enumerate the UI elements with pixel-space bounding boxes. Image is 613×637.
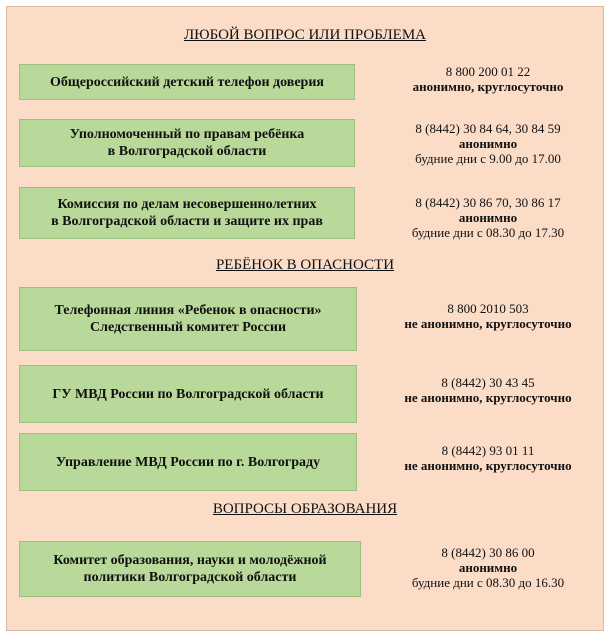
- phone-number: 8 (8442) 30 84 64, 30 84 59: [415, 121, 561, 136]
- org-box: [19, 287, 357, 351]
- org-name-line: Комиссия по делам несовершеннолетних: [57, 197, 317, 212]
- phone-number: 8 800 2010 503: [447, 301, 529, 316]
- org-name-line: в Волгоградской области: [107, 144, 267, 159]
- contact-info: [377, 375, 599, 405]
- contact-info: [377, 545, 599, 590]
- org-name: Общероссийский детский телефон доверия: [50, 74, 324, 90]
- org-box: [19, 64, 355, 100]
- org-box: [19, 541, 361, 597]
- phone-number: 8 (8442) 93 01 11: [441, 443, 535, 458]
- contact-info: [377, 64, 599, 94]
- contact-info: [377, 443, 599, 473]
- section-title-child-in-danger: РЕБЁНОК В ОПАСНОСТИ: [215, 257, 395, 273]
- phone-number: 8 (8442) 30 86 70, 30 86 17: [415, 195, 561, 210]
- anonymity: анонимно: [458, 136, 518, 151]
- anonymity: анонимно: [458, 560, 518, 575]
- section-title-any-question: ЛЮБОЙ ВОПРОС ИЛИ ПРОБЛЕМА: [183, 27, 426, 43]
- org-name: ГУ МВД России по Волгоградской области: [52, 386, 324, 402]
- phone-number: 8 (8442) 30 86 00: [441, 545, 535, 560]
- org-box: [19, 433, 357, 491]
- working-hours: будние дни с 9.00 до 17.00: [415, 151, 561, 166]
- org-name-line: Следственный комитет России: [89, 320, 287, 335]
- org-name-line: политики Волгоградской области: [83, 570, 297, 585]
- phone-number: 8 (8442) 30 43 45: [441, 375, 535, 390]
- section-title-education: ВОПРОСЫ ОБРАЗОВАНИЯ: [212, 501, 398, 517]
- availability: не анонимно, круглосуточно: [404, 390, 572, 405]
- org-name-line: в Волгоградской области и защите их прав: [51, 214, 323, 229]
- org-name-line: Комитет образования, науки и молодёжной: [53, 553, 327, 568]
- org-name-line: Телефонная линия «Ребенок в опасности»: [54, 303, 322, 318]
- availability: анонимно, круглосуточно: [412, 79, 564, 94]
- contact-info: [377, 195, 599, 240]
- org-name: Управление МВД России по г. Волгограду: [55, 454, 321, 470]
- availability: не анонимно, круглосуточно: [404, 458, 572, 473]
- org-box: [19, 187, 355, 239]
- availability: не анонимно, круглосуточно: [404, 316, 572, 331]
- working-hours: будние дни с 08.30 до 17.30: [411, 225, 565, 240]
- org-name-line: Уполномоченный по правам ребёнка: [69, 127, 305, 142]
- org-box: [19, 119, 355, 167]
- anonymity: анонимно: [458, 210, 518, 225]
- org-box: [19, 365, 357, 423]
- contact-info: [377, 121, 599, 166]
- hotline-panel: [6, 6, 604, 631]
- contact-info: [377, 301, 599, 331]
- phone-number: 8 800 200 01 22: [445, 64, 531, 79]
- working-hours: будние дни с 08.30 до 16.30: [411, 575, 565, 590]
